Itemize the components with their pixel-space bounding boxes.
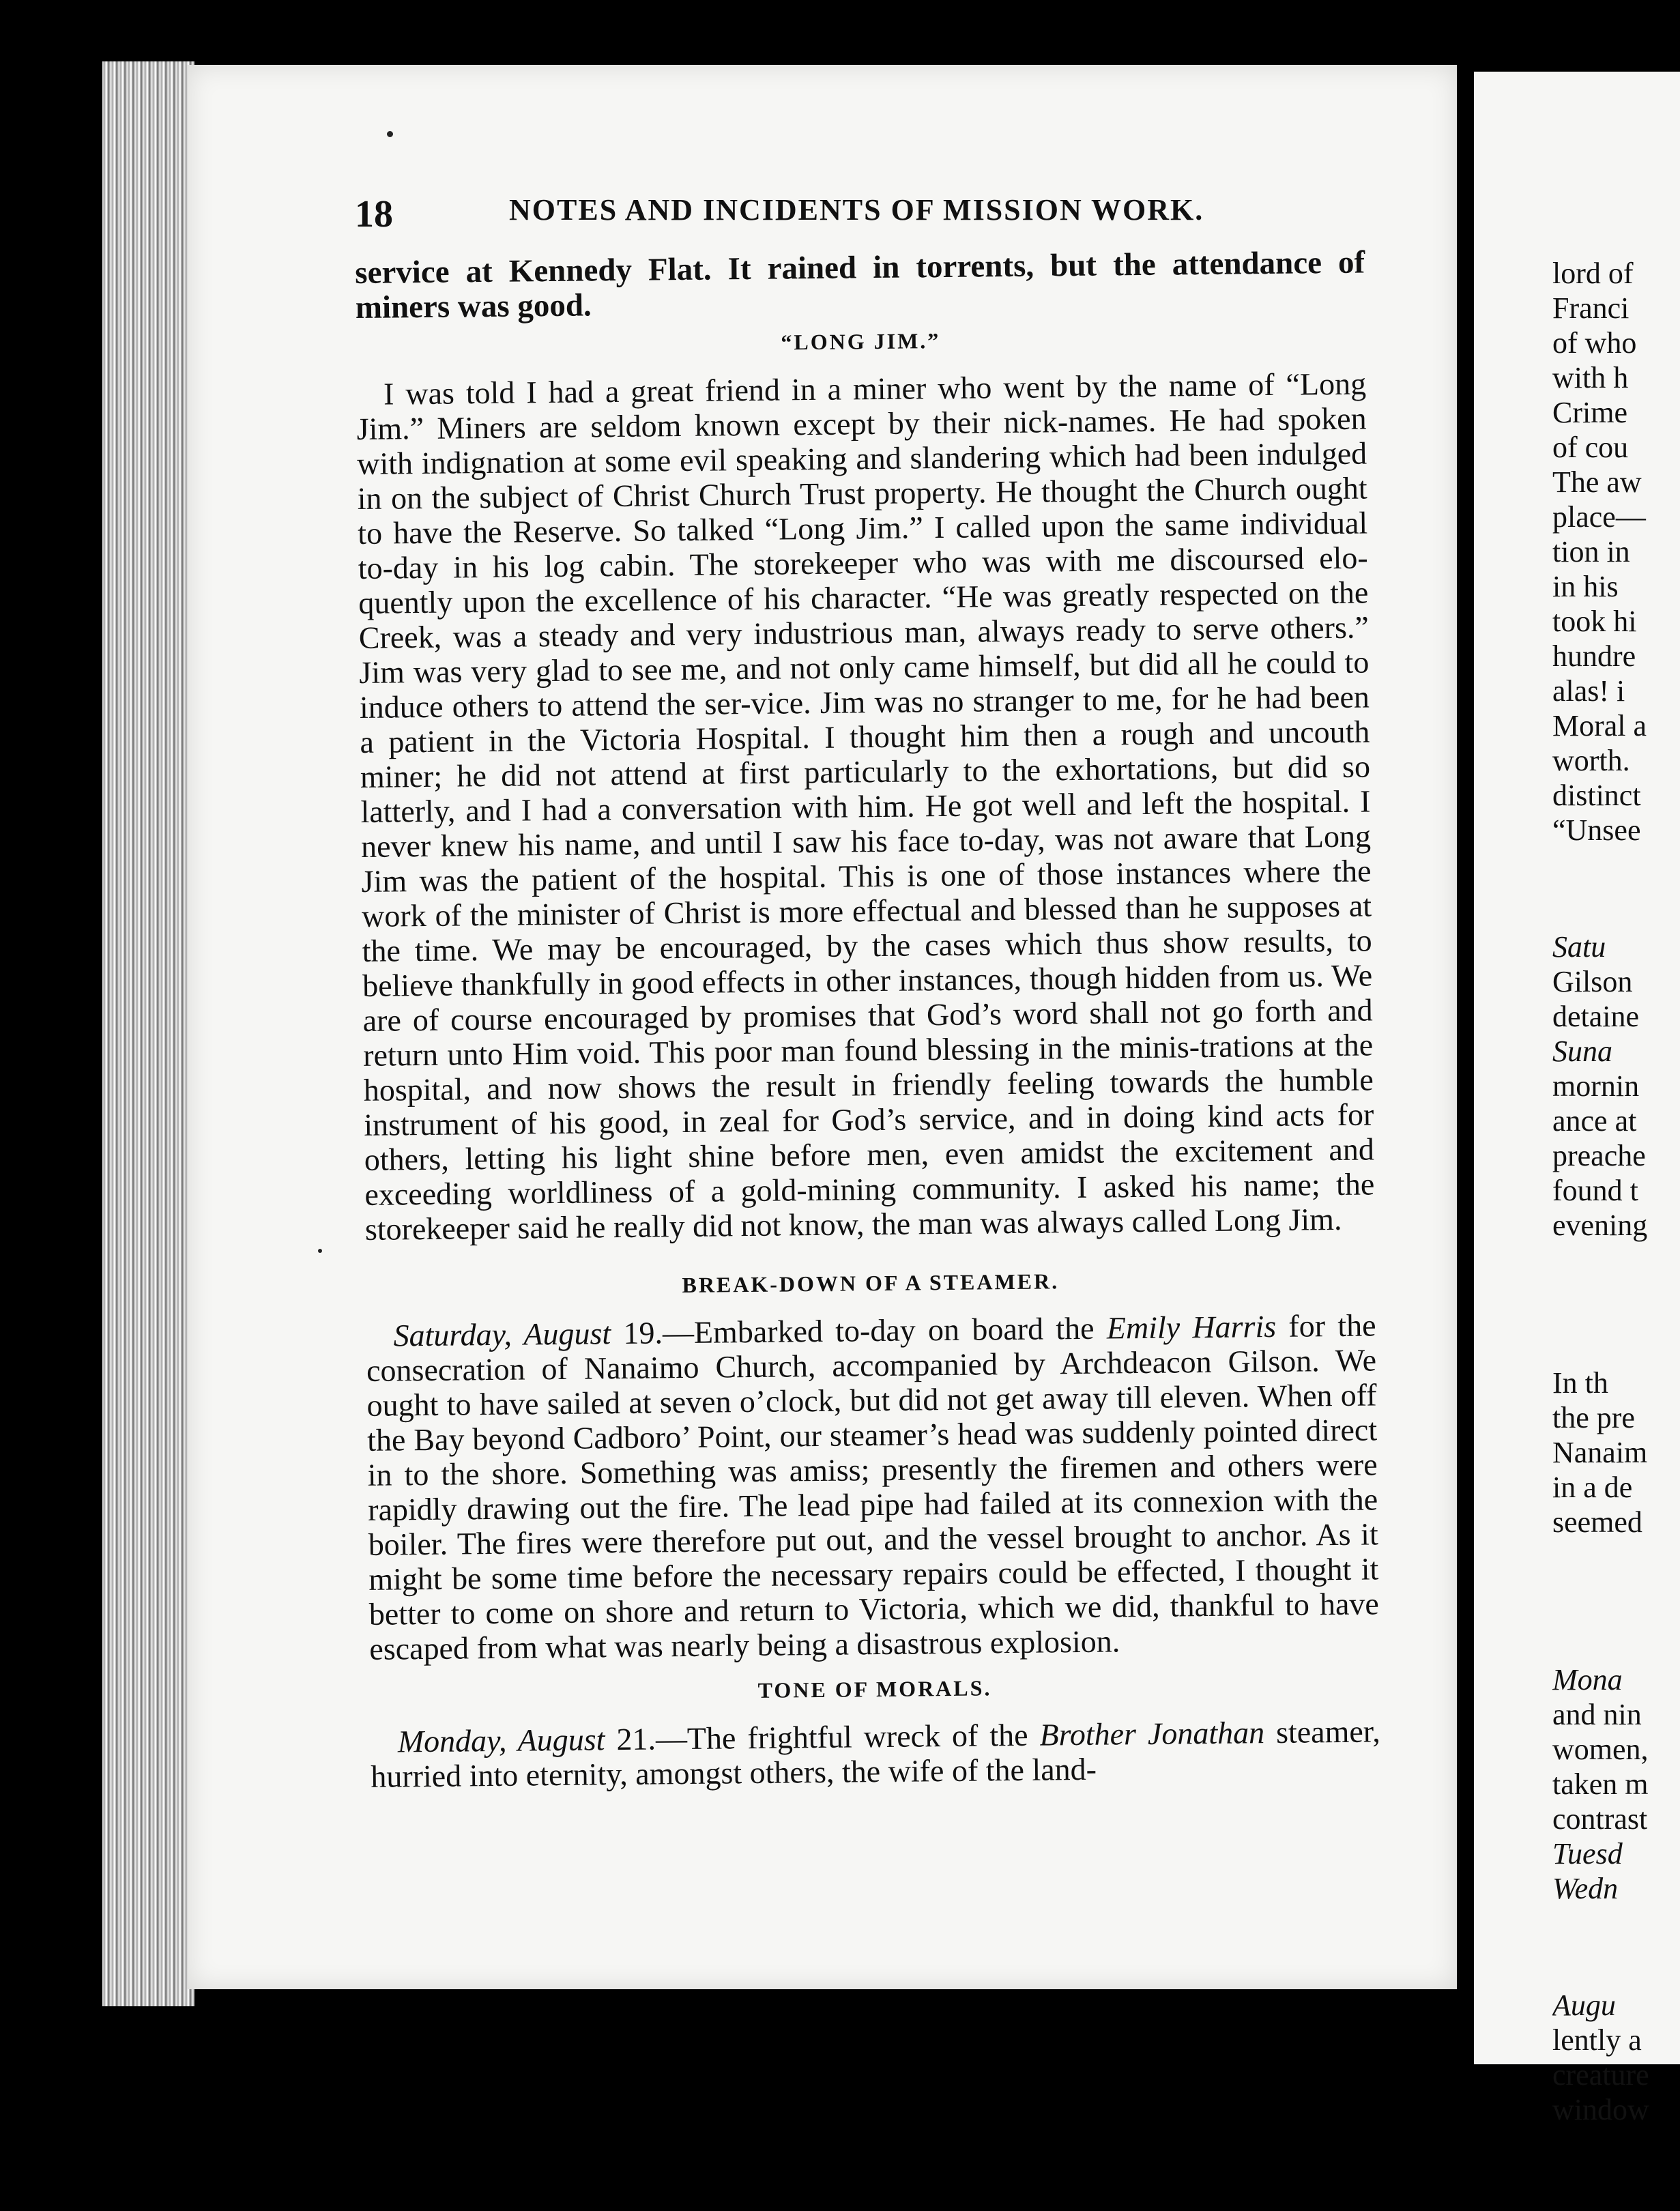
- right-page-line: distinct: [1552, 779, 1641, 812]
- right-page-line: Satu: [1552, 930, 1606, 964]
- right-page-line: “Unsee: [1552, 813, 1641, 847]
- right-page-line: alas! i: [1552, 674, 1625, 708]
- right-page-line: in a de: [1552, 1471, 1633, 1504]
- opening-paragraph: service at Kennedy Flat. It rained in torrents, but the attendance of miners was good.: [354, 244, 1365, 326]
- right-page-line: detaine: [1552, 1000, 1640, 1033]
- right-page-gap: [1552, 888, 1680, 929]
- right-page-line: In th: [1552, 1366, 1608, 1400]
- book-page-edges: [102, 61, 194, 2006]
- right-page-line: and nin: [1552, 1698, 1642, 1731]
- right-page-line: seemed: [1552, 1505, 1642, 1539]
- right-page-text: [1552, 256, 1680, 2127]
- right-page-line: Moral a: [1552, 709, 1647, 742]
- right-page-line: mornin: [1552, 1069, 1640, 1103]
- entry-date: Monday, August: [397, 1722, 605, 1759]
- right-page-gap: [1552, 848, 1680, 888]
- right-page-line: of who: [1552, 326, 1637, 360]
- right-page-gap: [1552, 1621, 1680, 1662]
- entry-date: Saturday, August: [393, 1316, 611, 1353]
- long-jim-paragraph: I was told I had a great friend in a miner who went by the name of “Long Jim.” Miners are seldom known except by their nick-names. He had spoken with indignation at some evil speaking and slandering which had been indulged in on the subject of Christ Church Trust property. He thought the Church ought to have the Reserve. So talked “Long Jim.” I called upon the same individual to-day in his log cabin. The storekeeper who was with me discoursed elo-quently upon the excellence of his character. “He was greatly respected on the Creek, was a steady and very industrious man, always ready to serve others.” Jim was very glad to see me, and not only came himself, but did all he could to induce others to attend the ser-vice. Jim was no stranger to me, for he had been a patient in the Victoria Hospital. I thought him then a rough and uncouth miner; he did not attend at first particularly to the exhortations, but did so latterly, and I had a conversation with him. He got well and left the hospital. I never knew his name, and until I saw his face to-day, was not aware that Long Jim was the patient of the hospital. This is one of those instances where the work of the minister of Christ is more effectual and blessed than he supposes at the time. We may be encouraged, by the cases which thus show results, to believe thankfully in good effects in other instances, though hidden from us. We are of course encouraged by promises that God’s word shall not go forth and return unto Him void. This poor man found blessing in the minis-trations at the hospital, and now shows the result in friendly feeling towards the humble instrument of his good, in zeal for God’s service, and in doing kind acts for others, letting his light shine before men, even amidst the excitement and exceeding worldliness of a gold-mining community. I asked his name; the storekeeper said he really did not know, the man was always called Long Jim.: [356, 366, 1375, 1247]
- right-page-line: creature: [1552, 2058, 1649, 2092]
- right-page-line: Mona: [1552, 1663, 1623, 1696]
- right-page-gap: [1552, 1243, 1680, 1284]
- right-page-line: hundre: [1552, 639, 1636, 673]
- book-gutter: [1457, 65, 1474, 2064]
- right-page-line: Suna: [1552, 1035, 1612, 1068]
- right-page-line: Gilson: [1552, 965, 1633, 998]
- running-header: [355, 192, 1378, 236]
- right-page-gap: [1552, 1906, 1680, 1947]
- running-title: NOTES AND INCIDENTS OF MISSION WORK.: [509, 193, 1204, 227]
- right-page-line: Tuesd: [1552, 1837, 1623, 1870]
- paragraph-text: for the consecration of Nanaimo Church, accompanied by Archdeacon Gilson. We ought to have sailed at seven o’clock, but did not get away till eleven. When off the Bay beyond Cadboro’ Point, our steamer’s head was suddenly pointed direct in to the shore. Something was amiss; presently the firemen and others were rapidly drawing out the fire. The lead pipe had failed at its connexion with the boiler. The fires were therefore put out, and the vessel brought to anchor. As it might be some time before the necessary repairs could be effected, I thought it better to come on shore and return to Victoria, which we did, thankful to have escaped from what was nearly being a disastrous explosion.: [366, 1307, 1380, 1666]
- page-number: 18: [355, 193, 393, 235]
- right-page-line: preache: [1552, 1139, 1646, 1172]
- right-page-line: of cou: [1552, 431, 1629, 464]
- right-page-line: evening: [1552, 1209, 1648, 1242]
- right-page-line: tion in: [1552, 535, 1630, 568]
- right-page-gap: [1552, 1284, 1680, 1325]
- right-page-gap: [1552, 1325, 1680, 1365]
- right-page-line: Crime: [1552, 396, 1627, 429]
- right-page-line: women,: [1552, 1733, 1649, 1766]
- steamer-paragraph: [366, 1307, 1379, 1666]
- right-page-line: taken m: [1552, 1767, 1649, 1801]
- right-page-line: Nanaim: [1552, 1436, 1648, 1469]
- right-page-line: The aw: [1552, 465, 1642, 499]
- right-page-line: found t: [1552, 1174, 1638, 1207]
- ink-speck: [318, 1249, 322, 1253]
- right-page-line: lently a: [1552, 2023, 1642, 2057]
- right-page-line: place—: [1552, 500, 1646, 534]
- right-page-gap: [1552, 1540, 1680, 1580]
- paragraph-text: 21.—The frightful wreck of the: [605, 1717, 1040, 1757]
- morals-paragraph: [371, 1714, 1381, 1793]
- right-page-line: with h: [1552, 361, 1629, 394]
- ship-name: Brother Jonathan: [1039, 1715, 1265, 1752]
- right-page-line: the pre: [1552, 1401, 1635, 1434]
- section-heading-morals: TONE OF MORALS.: [757, 1675, 992, 1703]
- right-page-line: in his: [1552, 570, 1619, 603]
- right-page-line: worth.: [1552, 744, 1630, 777]
- right-page-line: Wedn: [1552, 1872, 1619, 1905]
- right-page-line: Franci: [1552, 291, 1630, 325]
- right-page-line: window: [1552, 2093, 1649, 2126]
- section-heading-steamer: BREAK-DOWN OF A STEAMER.: [682, 1269, 1060, 1298]
- right-page-line: contrast: [1552, 1802, 1648, 1836]
- right-page-line: took hi: [1552, 605, 1637, 638]
- right-page-gap: [1552, 1947, 1680, 1988]
- right-page-line: ance at: [1552, 1104, 1637, 1138]
- right-page-line: Augu: [1552, 1989, 1616, 2022]
- section-heading-long-jim: “LONG JIM.”: [781, 328, 941, 355]
- main-text: [355, 246, 1381, 1794]
- right-page-gap: [1552, 1580, 1680, 1621]
- ship-name: Emily Harris: [1106, 1308, 1277, 1346]
- ink-speck: [387, 131, 393, 137]
- paragraph-text: steamer, hurried into eternity, amongst others, the wife of the land-: [371, 1714, 1381, 1794]
- right-page-line: lord of: [1552, 257, 1634, 290]
- paragraph-text: 19.—Embarked to-day on board the: [610, 1310, 1107, 1351]
